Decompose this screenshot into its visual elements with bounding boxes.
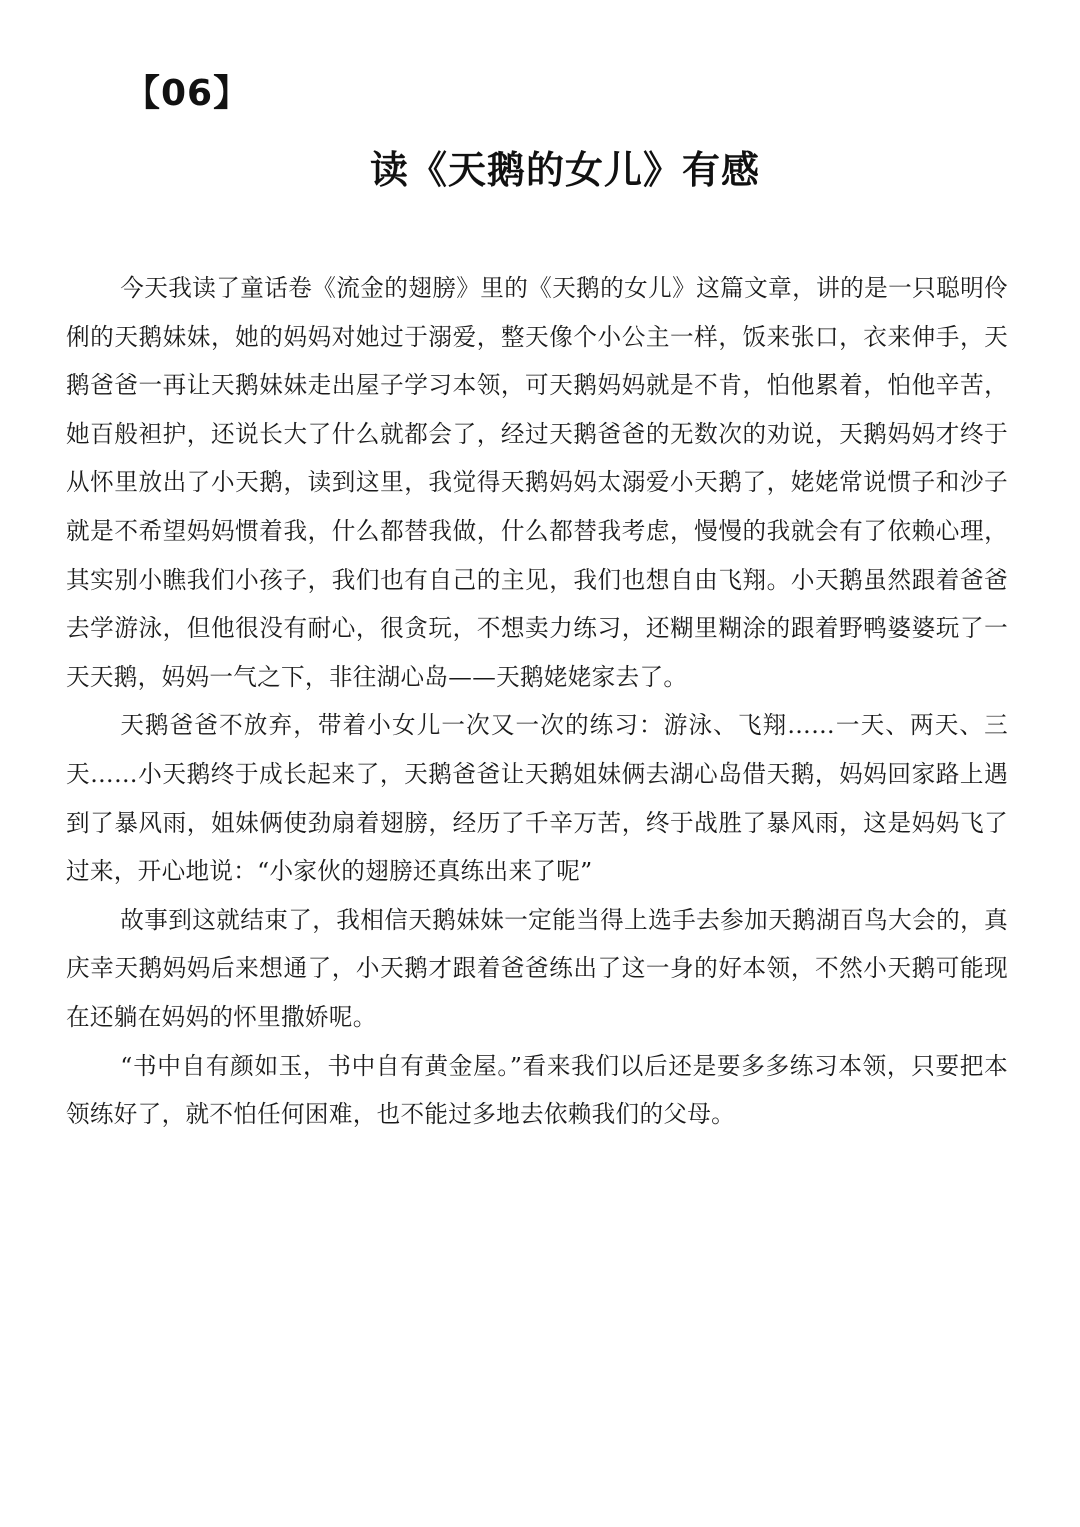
article-number: 【06】 xyxy=(124,73,251,114)
paragraph: “书中自有颜如玉，书中自有黄金屋。”看来我们以后还是要多多练习本领，只要把本领练好了，就不怕任何困难，也不能过多地去依赖我们的父母。 xyxy=(66,1051,1008,1129)
paragraph: 今天我读了童话卷《流金的翅膀》里的《天鹅的女儿》这篇文章，讲的是一只聪明伶俐的天鹅妹妹，她的妈妈对她过于溺爱，整天像个小公主一样，饭来张口，衣来伸手，天鹅爸爸一再让天鹅妹妹走出屋子学习本领，可天鹅妈妈就是不肯，怕他累着，怕他辛苦，她百般袒护，还说长大了什么就都会了，经过天鹅爸爸的无数次的劝说，天鹅妈妈才终于从怀里放出了小天鹅，读到这里，我觉得天鹅妈妈太溺爱小天鹅了，姥姥常说惯子和沙子就是不希望妈妈惯着我，什么都替我做，什么都替我考虑，慢慢的我就会有了依赖心理，其实别小瞧我们小孩子，我们也有自己的主见，我们也想自由飞翔。小天鹅虽然跟着爸爸去学游泳，但他很没有耐心，很贪玩，不想卖力练习，还糊里糊涂的跟着野鸭婆婆玩了一天天鹅，妈妈一气之下，非往湖心岛——天鹅姥姥家去了。 xyxy=(66,274,1008,691)
paragraph: 故事到这就结束了，我相信天鹅妹妹一定能当得上选手去参加天鹅湖百鸟大会的，真庆幸天鹅妈妈后来想通了，小天鹅才跟着爸爸练出了这一身的好本领，不然小天鹅可能现在还躺在妈妈的怀里撒娇呢。 xyxy=(66,905,1008,1031)
article-title: 读《天鹅的女儿》有感 xyxy=(369,148,760,192)
paragraph: 天鹅爸爸不放弃，带着小女儿一次又一次的练习：游泳、飞翔……一天、两天、三天……小天鹅终于成长起来了，天鹅爸爸让天鹅姐妹俩去湖心岛借天鹅，妈妈回家路上遇到了暴风雨，姐妹俩使劲扇着翅膀，经历了千辛万苦，终于战胜了暴风雨，这是妈妈飞了过来，开心地说：“小家伙的翅膀还真练出来了呢” xyxy=(66,711,1008,886)
article-body xyxy=(66,264,1008,1139)
